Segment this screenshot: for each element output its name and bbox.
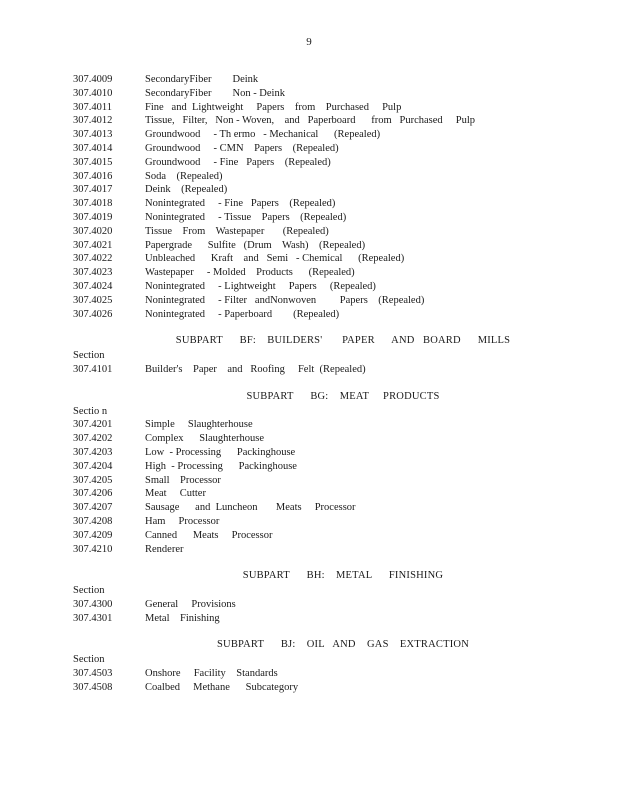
section-number: 307.4017 [73, 184, 113, 196]
subpart-heading: SUBPART BJ: OIL AND GAS EXTRACTION [217, 639, 469, 651]
section-number: 307.4013 [73, 129, 113, 141]
toc-entry [73, 432, 553, 446]
section-title: Metal Finishing [145, 612, 220, 624]
section-number: 307.4204 [73, 460, 113, 472]
table-of-contents [73, 73, 553, 695]
section-number: 307.4208 [73, 515, 113, 527]
section-title: Nonintegrated - Filter andNonwoven Papers (Repealed) [145, 294, 425, 306]
section-number: 307.4026 [73, 308, 113, 320]
subpart-group [73, 390, 553, 557]
section-number: 307.4010 [73, 87, 113, 99]
toc-entry [73, 418, 553, 432]
toc-entry [73, 529, 553, 543]
section-number: 307.4024 [73, 280, 113, 292]
section-number: 307.4020 [73, 225, 113, 237]
section-number: 307.4012 [73, 115, 113, 127]
section-number: 307.4207 [73, 502, 113, 514]
section-label: Section [73, 350, 105, 362]
section-title: Ham Processor [145, 515, 220, 527]
section-title: Nonintegrated - Fine Papers (Repealed) [145, 198, 336, 210]
subpart-group [73, 569, 553, 625]
section-title: Deink (Repealed) [145, 184, 228, 196]
toc-entry [73, 225, 553, 239]
section-title: Low - Processing Packinghouse [145, 446, 296, 458]
section-title: Papergrade Sulfite (Drum Wash) (Repealed) [145, 239, 366, 251]
section-title: Meat Cutter [145, 488, 206, 500]
section-title: Groundwood - Th ermo - Mechanical (Repealed) [145, 129, 381, 141]
section-title: Builder's Paper and Roofing Felt (Repealed) [145, 363, 366, 375]
section-number: 307.4014 [73, 142, 113, 154]
toc-entry [73, 294, 553, 308]
section-number: 307.4025 [73, 294, 113, 306]
section-title: Nonintegrated - Paperboard (Repealed) [145, 308, 340, 320]
toc-entry [73, 681, 553, 695]
section-title: Complex Slaughterhouse [145, 433, 264, 445]
toc-entry [73, 128, 553, 142]
subpart-group [73, 334, 553, 376]
section-title: Small Processor [145, 474, 221, 486]
section-title: Tissue, Filter, Non - Woven, and Paperboard from Purchased Pulp [145, 115, 476, 127]
section-title: Unbleached Kraft and Semi - Chemical (Repealed) [145, 253, 405, 265]
section-title: High - Processing Packinghouse [145, 460, 297, 472]
toc-entry [73, 501, 553, 515]
section-label: Section [73, 654, 105, 666]
subpart-group [73, 638, 553, 694]
section-label: Section [73, 585, 105, 597]
toc-entry [73, 543, 553, 557]
section-number: 307.4202 [73, 433, 113, 445]
section-number: 307.4201 [73, 419, 113, 431]
section-number: 307.4209 [73, 529, 113, 541]
section-label: Sectio n [73, 405, 108, 417]
section-number: 307.4011 [73, 101, 112, 113]
section-title: Coalbed Methane Subcategory [145, 681, 299, 693]
section-number: 307.4018 [73, 198, 113, 210]
toc-entry [73, 598, 553, 612]
section-number: 307.4210 [73, 543, 113, 555]
section-title: SecondaryFiber Deink [145, 74, 259, 85]
toc-entry [73, 183, 553, 197]
toc-entry [73, 308, 553, 322]
subpart-heading: SUBPART BH: METAL FINISHING [242, 570, 444, 582]
toc-entry [73, 197, 553, 211]
toc-entry [73, 252, 553, 266]
toc-entry [73, 515, 553, 529]
section-number: 307.4508 [73, 681, 113, 693]
toc-entry [73, 363, 553, 377]
section-title: Renderer [145, 543, 184, 555]
toc-entry [73, 211, 553, 225]
section-title: Simple Slaughterhouse [145, 419, 253, 431]
page-number: 9 [306, 36, 312, 48]
section-number: 307.4015 [73, 156, 113, 168]
toc-entry [73, 87, 553, 101]
section-number: 307.4300 [73, 598, 113, 610]
subpart-heading: SUBPART BF: BUILDERS' PAPER AND BOARD MILLS [175, 335, 511, 347]
toc-entry [73, 142, 553, 156]
toc-entry [73, 101, 553, 115]
section-number: 307.4016 [73, 170, 113, 182]
section-title: General Provisions [145, 598, 236, 610]
section-title: Wastepaper - Molded Products (Repealed) [145, 267, 355, 279]
section-title: Groundwood - Fine Papers (Repealed) [145, 156, 331, 168]
section-number: 307.4205 [73, 474, 113, 486]
section-number: 307.4009 [73, 74, 113, 85]
section-number: 307.4023 [73, 267, 113, 279]
toc-entry [73, 280, 553, 294]
toc-entry [73, 487, 553, 501]
toc-entry [73, 446, 553, 460]
toc-entry [73, 612, 553, 626]
toc-entry [73, 460, 553, 474]
section-number: 307.4101 [73, 363, 113, 375]
subpart-group [73, 73, 553, 321]
section-title: Groundwood - CMN Papers (Repealed) [145, 142, 339, 154]
section-title: Soda (Repealed) [145, 170, 223, 182]
toc-entry [73, 170, 553, 184]
toc-entry [73, 239, 553, 253]
section-number: 307.4203 [73, 446, 113, 458]
section-number: 307.4022 [73, 253, 113, 265]
toc-entry [73, 266, 553, 280]
section-title: Sausage and Luncheon Meats Processor [145, 502, 356, 514]
section-number: 307.4019 [73, 211, 113, 223]
toc-entry [73, 73, 553, 87]
section-title: Fine and Lightweight Papers from Purchased Pulp [145, 101, 402, 113]
section-title: Nonintegrated - Tissue Papers (Repealed) [145, 211, 347, 223]
toc-entry [73, 114, 553, 128]
section-number: 307.4301 [73, 612, 113, 624]
section-title: SecondaryFiber Non - Deink [145, 87, 285, 99]
section-title: Nonintegrated - Lightweight Papers (Repealed) [145, 280, 376, 292]
section-number: 307.4503 [73, 668, 113, 680]
toc-entry [73, 156, 553, 170]
section-number: 307.4021 [73, 239, 113, 251]
section-title: Tissue From Wastepaper (Repealed) [145, 225, 329, 237]
subpart-heading: SUBPART BG: MEAT PRODUCTS [246, 390, 440, 402]
section-title: Canned Meats Processor [145, 529, 273, 541]
toc-entry [73, 474, 553, 488]
section-title: Onshore Facility Standards [145, 668, 278, 680]
section-number: 307.4206 [73, 488, 113, 500]
toc-entry [73, 667, 553, 681]
